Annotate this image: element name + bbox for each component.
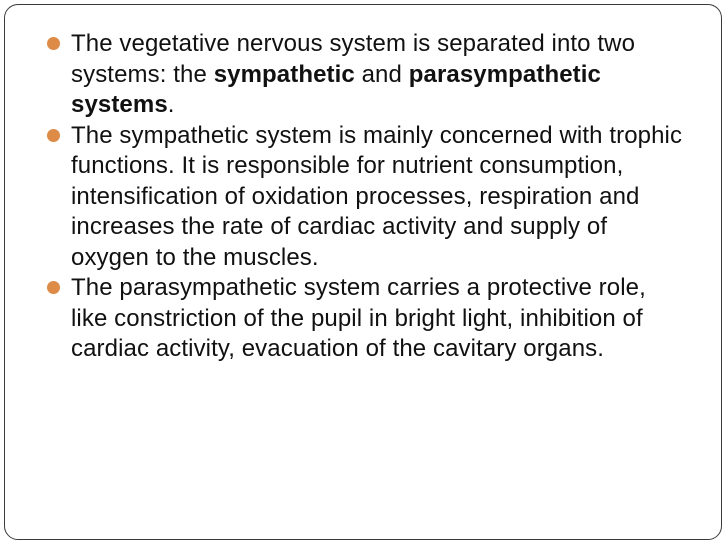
bullet-list (47, 29, 687, 365)
bullet-item-2 (47, 121, 687, 274)
slide-frame (4, 4, 722, 540)
bullet-2-text: The sympathetic system is mainly concerned with trophic functions. It is responsible for nutrient consumption, intensification of oxidation processes, respiration and increases the rate of cardiac activity and supply of oxygen to the muscles. (71, 121, 683, 271)
bullet-dot-icon (47, 281, 60, 294)
bullet-dot-icon (47, 129, 60, 142)
bullet-item-3 (47, 273, 687, 365)
bullet-1-bold-parasympathetic: parasympathetic systems (71, 60, 601, 118)
bullet-3-text: The parasympathetic system carries a protective role, like constriction of the pupil in bright light, inhibition of cardiac activity, evacuation of the cavitary organs. (71, 274, 646, 362)
bullet-1-text-2: and (354, 60, 409, 88)
bullet-1-text-1: The vegetative nervous system is separated into two systems: the (71, 30, 636, 88)
bullet-1-bold-sympathetic: sympathetic (213, 60, 355, 88)
bullet-1-text-3: . (167, 91, 175, 118)
bullet-item-1 (47, 29, 687, 121)
bullet-dot-icon (47, 37, 60, 50)
